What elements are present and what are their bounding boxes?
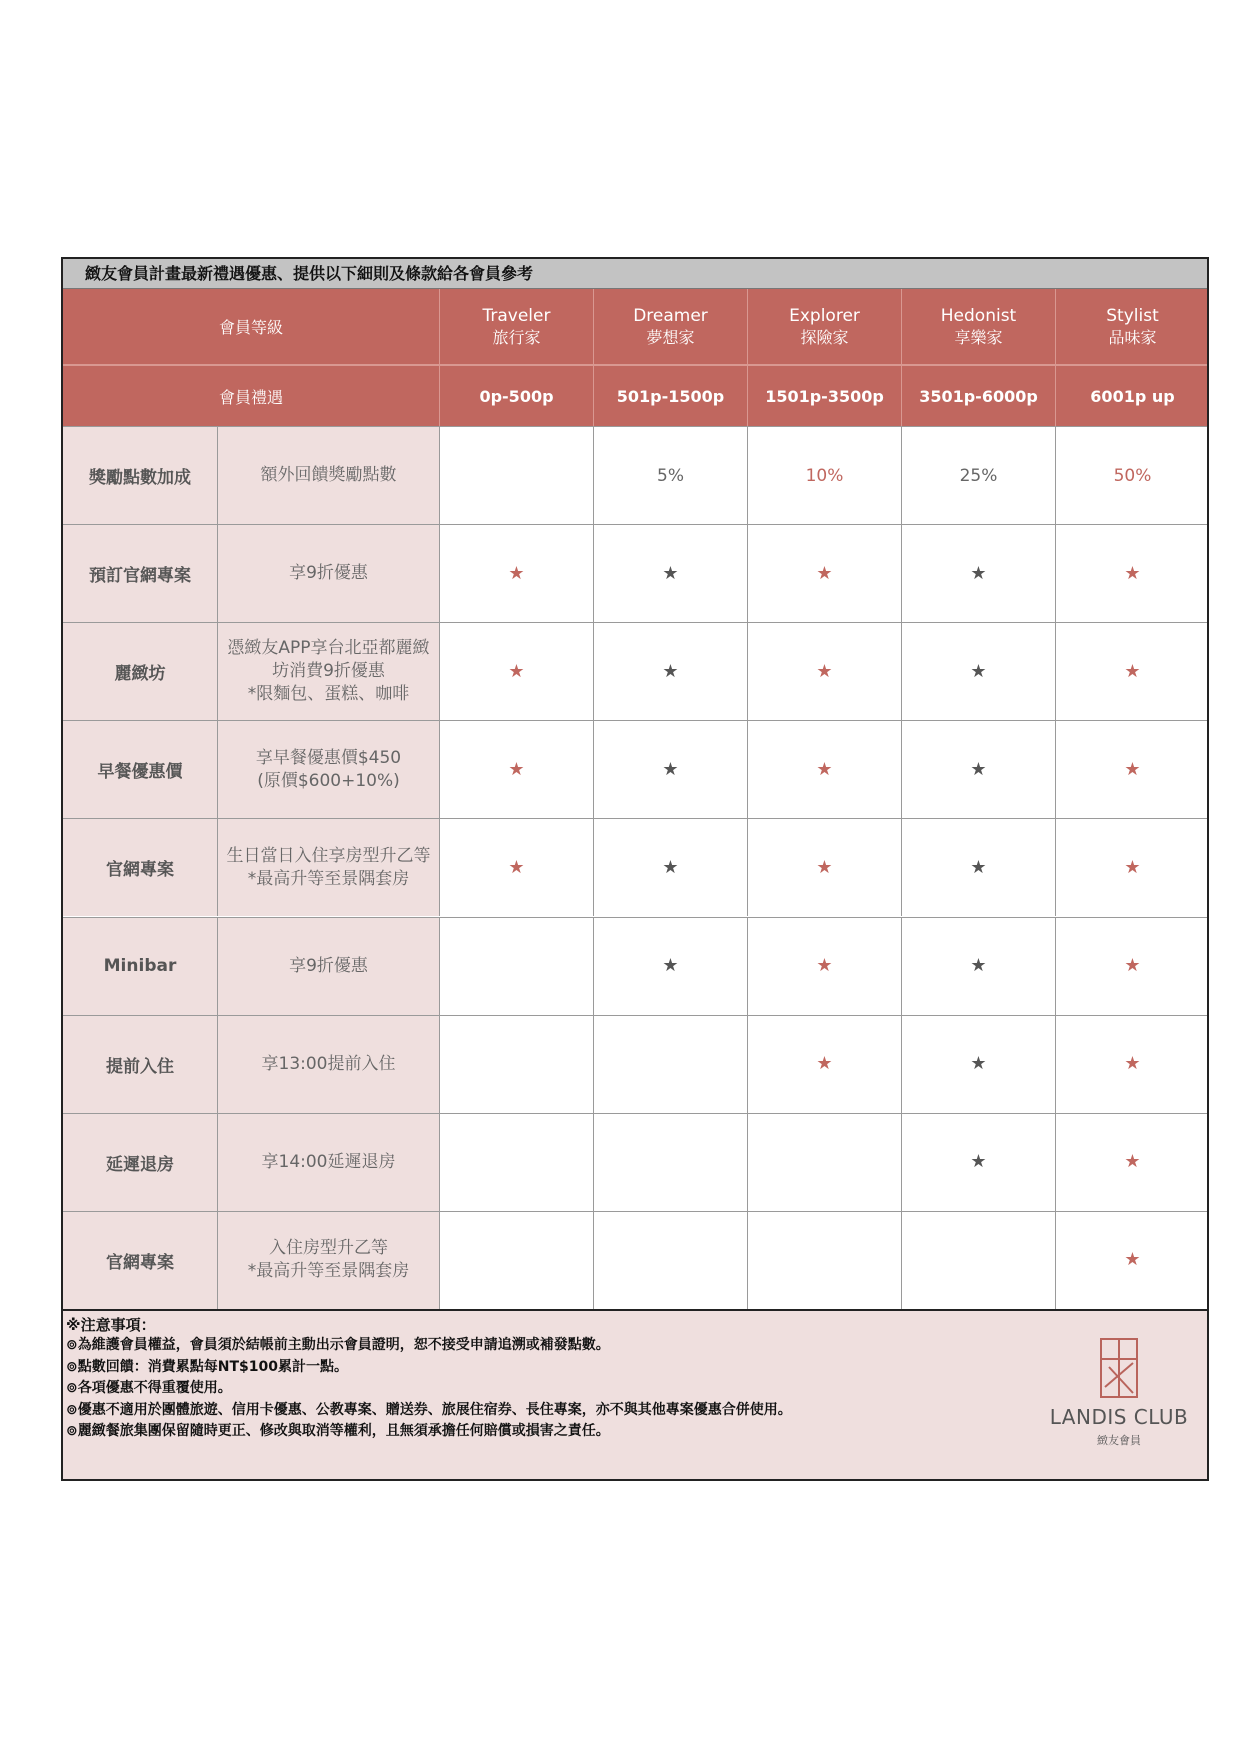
benefit-name-cell [63,525,217,622]
benefit-description-line: *限麵包、蛋糕、咖啡 [247,684,410,705]
tier-points-range: 3501p-6000p [919,386,1038,406]
star-icon: ★ [1124,856,1141,878]
note-item: ⊚各項優惠不得重覆使用。 [66,1380,232,1396]
star-icon: ★ [1124,758,1141,780]
benefit-name: 預訂官網專案 [89,566,191,587]
benefit-description-cell [217,525,439,622]
tier-value-cell [439,1016,593,1113]
notes-section [63,1309,1207,1481]
star-icon: ★ [508,562,525,584]
star-icon: ★ [816,758,833,780]
tier-value-cell [901,427,1055,524]
star-icon: ★ [1124,955,1141,976]
note-item: ⊚點數回饋：消費累點每NT$100累計一點。 [66,1358,348,1375]
benefit-row [63,818,1207,916]
star-icon: ★ [508,856,525,878]
tier-points-cell [901,366,1055,426]
benefit-name: 早餐優惠價 [97,762,183,783]
tier-value-cell [439,1212,593,1309]
benefit-label: 會員禮遇 [218,387,283,407]
star-icon: ★ [816,955,833,976]
star-icon: ★ [816,562,833,584]
tier-value-cell [747,427,901,524]
grade-label-cell [63,289,439,364]
benefit-name-cell [63,1016,217,1113]
tier-header-cell [747,289,901,364]
tier-value-cell [1055,1114,1209,1211]
benefit-description-cell [217,623,439,720]
benefit-row [63,1211,1207,1309]
tier-header-cell [901,289,1055,364]
benefit-name: 官網專案 [106,1252,174,1273]
benefit-name: 麗緻坊 [114,664,166,685]
benefit-name-cell [63,1114,217,1211]
notes-list [66,1335,792,1443]
tier-value-cell [747,1016,901,1113]
benefit-row [63,917,1207,1015]
tier-value-cell [747,721,901,818]
sheet-title: 緻友會員計畫最新禮遇優惠、提供以下細則及條款給各會員參考 [63,259,1207,289]
benefit-row [63,524,1207,622]
benefit-description-line: (原價$600+10%) [257,770,400,791]
tier-value-cell [1055,819,1209,916]
star-icon: ★ [1124,1249,1141,1271]
logo-name: LANDIS CLUB [1049,1405,1189,1429]
star-icon: ★ [970,562,987,584]
benefit-row [63,426,1207,524]
note-item: ⊚麗緻餐旅集團保留隨時更正、修改與取消等權利，且無須承擔任何賠償或損害之責任。 [66,1423,610,1439]
star-icon: ★ [662,562,679,584]
benefit-description-line: 享13:00提前入住 [261,1053,396,1074]
tier-value-cell [593,1212,747,1309]
tier-value-cell [439,1114,593,1211]
tier-name-en: Dreamer [633,306,708,326]
percent-value: 50% [1113,465,1152,486]
tier-name-en: Stylist [1106,306,1159,326]
tier-value-cell [747,1212,901,1309]
benefit-name: 提前入住 [106,1056,174,1077]
benefit-description-cell [217,819,439,916]
note-item: ⊚優惠不適用於團體旅遊、信用卡優惠、公教專案、贈送券、旅展住宿券、長住專案，亦不與其他專案優惠合併使用。 [66,1401,792,1418]
tier-name-zh: 品味家 [1108,328,1157,347]
star-icon: ★ [662,955,679,976]
benefit-row [63,1015,1207,1113]
star-icon: ★ [970,955,987,976]
tier-value-cell [593,525,747,622]
star-icon: ★ [970,1151,987,1173]
grade-label: 會員等級 [218,318,283,337]
tier-points-cell [593,366,747,426]
star-icon: ★ [1124,562,1141,584]
benefit-name: 延遲退房 [106,1154,174,1175]
star-icon: ★ [970,856,987,878]
tier-value-cell [593,1016,747,1113]
benefit-description-line: 享14:00延遲退房 [261,1151,396,1172]
tier-value-cell [1055,1016,1209,1113]
star-icon: ★ [508,758,525,780]
landis-club-monogram-icon [1099,1337,1139,1399]
membership-sheet [61,257,1209,1481]
benefit-description-cell [217,721,439,818]
benefit-description-line: 享早餐優惠價$450 [255,747,402,768]
benefit-description-line: 享9折優惠 [289,563,368,584]
benefit-description-line: 生日當日入住享房型升乙等 [226,845,431,866]
note-item: ⊚為維護會員權益，會員須於結帳前主動出示會員證明，恕不接受申請追溯或補發點數。 [66,1337,610,1353]
benefit-description-line: *最高升等至景隅套房 [247,868,410,889]
tier-name-zh: 夢想家 [646,328,695,347]
tier-points-range: 0p-500p [479,386,554,406]
benefit-name: 官網專案 [106,860,174,881]
benefit-description-cell [217,1212,439,1309]
tier-value-cell [747,1114,901,1211]
tier-value-cell [439,918,593,1015]
star-icon: ★ [662,660,679,682]
tier-value-cell [439,623,593,720]
benefit-description-cell [217,918,439,1015]
benefit-name-cell [63,819,217,916]
logo-subtitle: 緻友會員 [1097,1434,1141,1447]
tier-value-cell [439,525,593,622]
tier-name-zh: 享樂家 [954,328,1003,347]
tier-value-cell [747,623,901,720]
star-icon: ★ [1124,1151,1141,1173]
tier-value-cell [901,623,1055,720]
notes-title: ※注意事項： [66,1316,156,1334]
benefit-name-cell [63,623,217,720]
benefit-description-cell [217,1114,439,1211]
tier-value-cell [593,623,747,720]
tier-value-cell [901,525,1055,622]
star-icon: ★ [816,856,833,878]
tier-value-cell [901,918,1055,1015]
benefit-row [63,1113,1207,1211]
tier-value-cell [1055,1212,1209,1309]
percent-value: 5% [657,465,684,486]
star-icon: ★ [970,1053,987,1075]
tier-name-en: Explorer [789,306,860,326]
tier-value-cell [1055,525,1209,622]
tier-header-cell [593,289,747,364]
tier-value-cell [439,427,593,524]
benefit-label-cell [63,366,439,426]
tier-points-header-row [63,366,1207,426]
tier-points-cell [1055,366,1209,426]
benefit-row [63,720,1207,818]
tier-value-cell [593,721,747,818]
tier-header-cell [1055,289,1209,364]
benefit-description-line: 額外回饋獎勵點數 [260,465,397,485]
star-icon: ★ [662,856,679,878]
benefit-name-cell [63,721,217,818]
tier-points-cell [439,366,593,426]
tier-points-range: 6001p up [1090,386,1175,406]
tier-value-cell [593,819,747,916]
tier-value-cell [747,918,901,1015]
tier-points-cell [747,366,901,426]
tier-points-range: 501p-1500p [616,386,725,406]
benefit-name-cell [63,427,217,524]
star-icon: ★ [1124,1053,1141,1075]
tier-value-cell [1055,623,1209,720]
tier-value-cell [593,1114,747,1211]
tier-points-range: 1501p-3500p [765,386,884,406]
star-icon: ★ [662,758,679,780]
tier-value-cell [747,525,901,622]
tier-value-cell [1055,918,1209,1015]
benefit-description-line: 入住房型升乙等 [269,1238,388,1259]
tier-name-en: Hedonist [940,306,1017,326]
benefit-name-cell [63,1212,217,1309]
benefit-name: Minibar [103,956,177,976]
star-icon: ★ [816,660,833,682]
benefit-description-cell [217,1016,439,1113]
star-icon: ★ [970,660,987,682]
tier-value-cell [1055,427,1209,524]
star-icon: ★ [1124,660,1141,682]
tier-value-cell [593,918,747,1015]
benefit-description-line: 憑緻友APP享台北亞都麗緻 [227,638,430,659]
benefit-description-line: 坊消費9折優惠 [272,661,385,682]
tier-name-zh: 探險家 [800,328,849,347]
tier-value-cell [901,1016,1055,1113]
tier-value-cell [901,721,1055,818]
tier-value-cell [1055,721,1209,818]
tier-value-cell [901,819,1055,916]
benefit-description-line: *最高升等至景隅套房 [247,1261,410,1282]
tier-value-cell [901,1114,1055,1211]
percent-value: 10% [805,465,844,486]
percent-value: 25% [959,465,998,486]
benefit-description-cell [217,427,439,524]
star-icon: ★ [508,660,525,682]
benefit-row [63,622,1207,720]
benefit-name-cell [63,918,217,1015]
tier-name-zh: 旅行家 [492,328,541,347]
star-icon: ★ [970,758,987,780]
tier-value-cell [901,1212,1055,1309]
star-icon: ★ [816,1053,833,1075]
tier-value-cell [439,721,593,818]
tier-value-cell [747,819,901,916]
tier-name-en: Traveler [482,306,551,326]
tier-grade-header-row [63,289,1207,366]
tier-value-cell [593,427,747,524]
tier-value-cell [439,819,593,916]
benefit-description-line: 享9折優惠 [289,955,368,976]
tier-header-cell [439,289,593,364]
landis-club-logo [1049,1337,1189,1448]
benefit-name: 獎勵點數加成 [89,468,191,488]
